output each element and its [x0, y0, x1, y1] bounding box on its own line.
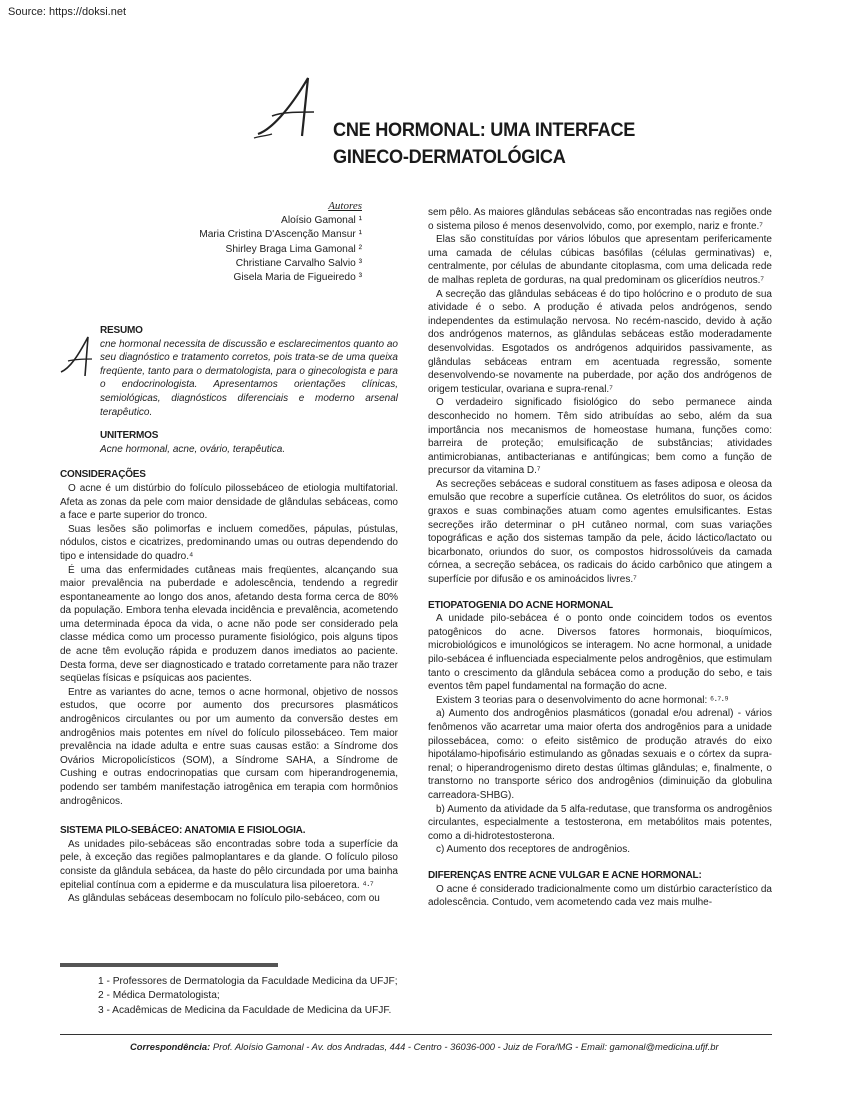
correspondence-line [130, 1041, 719, 1052]
unitermos-heading: UNITERMOS [100, 430, 159, 442]
authors-label: Autores [328, 200, 362, 212]
paragraph: b) Aumento da atividade da 5 alfa-redutase, que transforma os androgênios circulantes, especialmente a testosterona, em metabólitos mais potentes, como a di-hidrotestosterona. [428, 803, 772, 842]
left-column [60, 324, 398, 906]
author-name: Aloísio Gamonal ¹ [281, 215, 362, 226]
footnote: 3 - Acadêmicas de Medicina da Faculdade de Medicina da UFJF. [98, 1004, 392, 1016]
paragraph: A unidade pilo-sebácea é o ponto onde coincidem todos os eventos patogênicos do acne. Diversos fatores hormonais, bioquímicos, microbiológicos e imunológicos se interagem. No acne hormonal, a unidade pilo-sebácea é influenciada especialmente pelos androgênios, que estimulam tanto o crescimento da glândula sebácea como a produção do sebo, e tais eventos têm papel fundamental na formação do acne. [428, 613, 772, 693]
paragraph-continuation: sem pêlo. As maiores glândulas sebáceas são encontradas nas regiões onde o sistema piloso é menos desenvolvido, como, por exemplo, nariz e fronte.⁷ [428, 207, 772, 232]
footnotes [98, 975, 398, 1018]
author-name: Shirley Braga Lima Gamonal ² [225, 243, 362, 255]
right-column [428, 206, 772, 910]
paragraph: Entre as variantes do acne, temos o acne hormonal, objetivo de nossos estudos, que ocorre por aumento dos precursores plasmáticos androgênicos circulantes ou por um aumento da conversão destes em androgênios mais potentes em nível do folículo pilossebáceo. Tem maior prevalência na idade adulta e entre suas causas estão: a Síndrome dos Ovários Micropolicísticos (SOM), a Síndrome SAHA, a Síndrome de Cushing e outras endocrinopatias que cursam com hiperandrogenemia, podendo ser também manifestação iatrogênica em terapia com hormônios androgênicos. [60, 686, 398, 807]
paragraph: O verdadeiro significado fisiológico do sebo permanece ainda desconhecido no homem. Têm sido atribuídas ao sebo, além da sua importância nos mecanismos de homeostase humana, funções como: barreira de proteção; emulsificação de substâncias; atividades antimicrobianas, antibacterianas e antifúngicas; bem como a função de precursor da vitamina D.⁷ [428, 397, 772, 477]
source-url: Source: https://doksi.net [8, 6, 127, 18]
author-name: Gisela Maria de Figueiredo ³ [233, 272, 362, 284]
paragraph: As secreções sebáceas e sudoral constituem as fases adiposa e oleosa da emulsão que recobre a superfície cutânea. Os eletrólitos do suor, os ácidos graxos e suas combinações atuam como agentes emulsificantes. Estas secreções irão determinar o pH cutâneo normal, com suas variações topográficas e ação dos sistemas tampão da pele, ácido láctico/lactato ou bicarbonato, oriundos do suor, os compostos hidrossolúveis da camada córnea, a secreção sebácea, os radicais do ácido carbônico que atingem a superfície por difusão e os aminoácidos livres.⁷ [428, 478, 772, 586]
authors-block [100, 198, 362, 285]
footnote: 1 - Professores de Dermatologia da Faculdade Medicina da UFJF; [98, 976, 398, 987]
paragraph: A secreção das glândulas sebáceas é do tipo holócrino e o produto de sua atividade é o sebo. A produção é ativada pelos andrógenos, sendo independentes da estimulação nervosa. No recém-nascido, devido à ação dos andrógenos maternos, as glândulas sebáceas estão moderadamente desenvolvidas. Esgotados os andrógenos adquiridos passivamente, as glândulas sebáceas entram em acentuada regressão, somente desenvolvendo-se novamente na puberdade, por ação dos andrógenos de origem testicular, ovariana e supra-renal.⁷ [428, 288, 772, 395]
decorative-drop-letter-a [250, 72, 330, 152]
paragraph: O acne é um distúrbio do folículo pilossebáceo de etiologia multifatorial. Afeta as zonas da pele com maior densidade de glândulas sebáceas, como a face e parte superior do tronco. [60, 482, 398, 522]
paragraph: As glândulas sebáceas desembocam no folículo pilo-sebáceo, com ou [68, 893, 380, 905]
resumo-drop-letter-a [58, 334, 98, 380]
title-line-2: GINECO-DERMATOLÓGICA [333, 146, 566, 168]
resumo-block [100, 324, 398, 456]
correspondence-label: Correspondência: [130, 1041, 211, 1052]
paragraph: Suas lesões são polimorfas e incluem comedões, pápulas, pústulas, nódulos, cistos e cicatrizes, predominando umas ou outras dependendo do tipo e intensidade do quadro.⁴ [60, 523, 398, 562]
paragraph: c) Aumento dos receptores de androgênios. [436, 844, 631, 856]
paragraph: As unidades pilo-sebáceas são encontradas sobre toda a superfície da pele, à exceção das regiões palmoplantares e da glande. O folículo piloso consiste da glândula sebácea, da haste do pêlo circundada por uma bainha epitelial contínua com a epiderme e da musculatura lisa piloeretora. ⁴·⁷ [60, 838, 398, 891]
sistema-heading: SISTEMA PILO-SEBÁCEO: ANATOMIA E FISIOLOGIA. [60, 825, 306, 837]
resumo-text: cne hormonal necessita de discussão e esclarecimentos quanto ao seu diagnóstico e tratamento corretos, pois trata-se de uma queixa freqüente, tanto para o dermatologista, para o ginecologista e para o endocrinologista. Apresentamos orientações clínicas, semiológicas, diagnósticos diferenciais e moderno arsenal terapêutico. [100, 338, 398, 418]
resumo-heading: RESUMO [100, 325, 143, 336]
paragraph: É uma das enfermidades cutâneas mais freqüentes, alcançando sua maior prevalência na puberdade e adolescência, tendendo a regredir espontaneamente ao longo dos anos, afetando desta forma cerca de 80% da população. Embora tenha elevada incidência e prevalência, acometendo uma determinada época da vida, o acne não pode ser considerado pela classe médica como um processo puramente fisiológico, pois alguns tipos de acne têm evolução rápida e produzem danos imediatos ao paciente. Desta forma, deve ser diagnosticado e tratado corretamente para não trazer seqüelas físicas e psíquicas aos pacientes. [60, 564, 398, 685]
etiopatogenia-heading: ETIOPATOGENIA DO ACNE HORMONAL [428, 599, 613, 611]
unitermos-text: Acne hormonal, acne, ovário, terapêutica. [100, 443, 286, 455]
author-name: Maria Cristina D'Ascenção Mansur ¹ [199, 229, 362, 241]
paragraph: Elas são constituídas por vários lóbulos que apresentam perifericamente uma camada de células cúbicas basófilas (células germinativas) e, centralmente, por células de abundante citoplasma, com uma delicada rede de malhas repleta de gorduras, na qual predominam os glicerídios neutros.⁷ [428, 234, 772, 286]
paragraph: a) Aumento dos androgênios plasmáticos (gonadal e/ou adrenal) - vários fenômenos vão acarretar uma maior oferta dos androgênios para a unidade pilossebácea, como: o efeito sistêmico de produção através do eixo hipotálamo-hipofisário estimulando as gônadas sexuais e o córtex da supra-renal; o hiperandrogenismo direto destas últimas glândulas; e, finalmente, o transtorno no transporte sérico dos androgênios (diminuição da globulina carreadora-SHBG). [428, 708, 772, 801]
footnote-rule [60, 963, 278, 967]
article-title [333, 117, 635, 171]
paragraph: O acne é considerado tradicionalmente como um distúrbio característico da adolescência. Contudo, vem acometendo cada vez mais mulhe- [428, 883, 772, 909]
bottom-divider [60, 1034, 772, 1035]
footnote: 2 - Médica Dermatologista; [98, 990, 220, 1002]
diferencas-heading: DIFERENÇAS ENTRE ACNE VULGAR E ACNE HORMONAL: [428, 869, 702, 881]
correspondence-text: Prof. Aloísio Gamonal - Av. dos Andradas, 444 - Centro - 36036-000 - Juiz de Fora/MG - Email: gamonal@medicina.ufjf.br [210, 1041, 719, 1052]
paragraph: Existem 3 teorias para o desenvolvimento do acne hormonal: ⁶·⁷·⁹ [436, 694, 729, 706]
title-line-1: CNE HORMONAL: UMA INTERFACE [333, 119, 636, 141]
author-name: Christiane Carvalho Salvio ³ [235, 257, 362, 269]
consideracoes-heading: CONSIDERAÇÕES [60, 469, 146, 481]
